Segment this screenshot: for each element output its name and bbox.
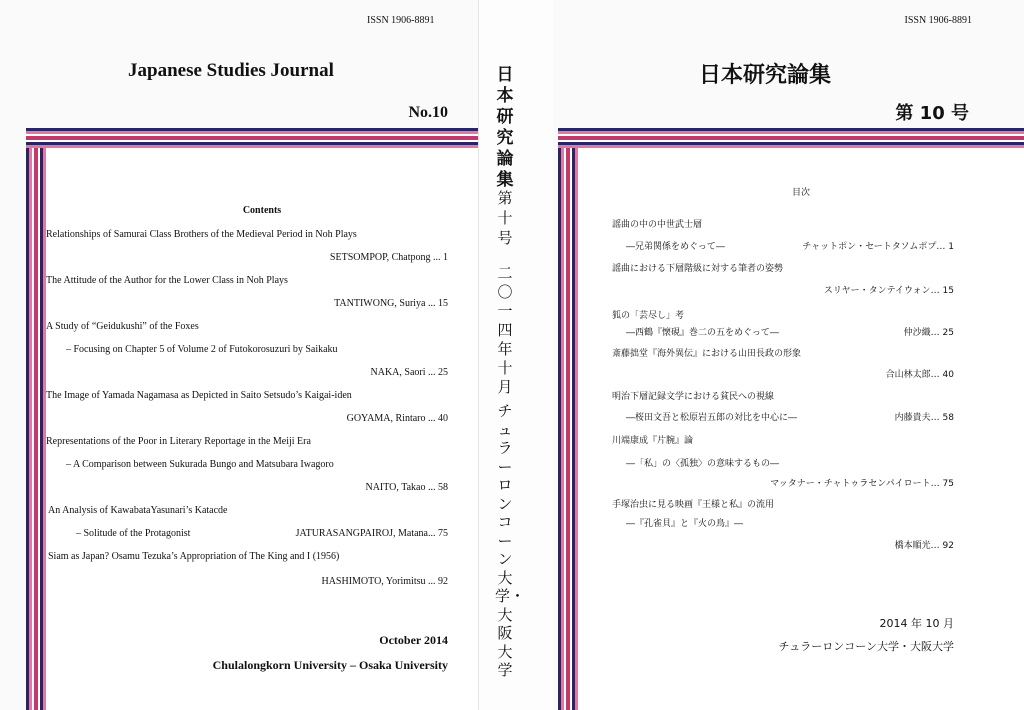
publication-date-ja: 2014 年 10 月 — [879, 617, 954, 630]
decorative-frame — [558, 128, 1024, 710]
entry-6-title: An Analysis of KawabataYasunari’s Katacde — [48, 505, 228, 516]
entry-3-author: NAKA, Saori ... 25 — [370, 367, 448, 378]
entry-4-title: 斎藤拙堂『海外異伝』における山田長政の形象 — [612, 349, 802, 359]
entry-7-title: 手塚治虫に見る映画『王様と私』の流用 — [612, 500, 775, 510]
publisher-ja: チュラーロンコーン大学・大阪大学 — [778, 640, 954, 653]
entry-6-author: JATURASANGPAIROJ, Matana... 75 — [295, 528, 448, 539]
entry-1-title: Relationships of Samurai Class Brothers of the Medieval Period in Noh Plays — [46, 229, 357, 240]
entry-5-author: 内藤貴夫… 58 — [894, 413, 954, 423]
entry-3-subtitle: ―西鶴『懐硯』巻二の五をめぐって― — [626, 328, 779, 338]
entry-6-author: マッタナー・チャトゥラセンパイロート… 75 — [770, 479, 954, 489]
entry-5-subtitle: ―桜田文吾と松原岩五郎の対比を中心に― — [626, 413, 798, 423]
entry-4-title: The Image of Yamada Nagamasa as Depicted in Saito Setsudo’s Kaigai-iden — [46, 390, 352, 401]
english-cover-page — [0, 0, 478, 710]
issn-label: ISSN 1906-8891 — [367, 15, 435, 26]
entry-5-title: 明治下層記録文学における貧民への視線 — [612, 392, 775, 402]
contents-panel — [578, 148, 1024, 710]
japanese-cover-page — [553, 0, 1024, 710]
decorative-frame — [26, 128, 478, 710]
entry-4-author: GOYAMA, Rintaro ... 40 — [346, 413, 448, 424]
entry-7-author: HASHIMOTO, Yorimitsu ... 92 — [321, 576, 448, 587]
entry-3-subtitle: – Focusing on Chapter 5 of Volume 2 of Futokorosuzuri by Saikaku — [66, 344, 338, 355]
spine-date: 二〇一四年十月 — [497, 264, 513, 396]
contents-heading: 目次 — [791, 188, 810, 198]
journal-title-en: Japanese Studies Journal — [128, 60, 334, 81]
entry-1-subtitle: ―兄弟関係をめぐって― — [626, 242, 725, 252]
entry-2-title: The Attitude of the Author for the Lower Class in Noh Plays — [46, 275, 288, 286]
entry-5-subtitle: – A Comparison between Sukurada Bungo and Matsubara Iwagoro — [66, 459, 334, 470]
entry-3-title: 狐の「芸尽し」考 — [612, 311, 685, 321]
entry-7-subtitle: ―『孔雀貝』と『火の鳥』― — [626, 519, 744, 529]
entry-5-author: NAITO, Takao ... 58 — [365, 482, 448, 493]
entry-2-title: 謡曲における下層階級に対する筆者の姿勢 — [612, 264, 784, 274]
journal-title-ja: 日本研究論集 — [699, 63, 832, 88]
entry-5-title: Representations of the Poor in Literary Reportage in the Meiji Era — [46, 436, 311, 447]
entry-7-title: Siam as Japan? Osamu Tezuka’s Appropriation of The King and I (1956) — [48, 551, 340, 562]
issn-label: ISSN 1906-8891 — [904, 15, 972, 26]
book-spine — [478, 0, 554, 710]
entry-6-subtitle: – Solitude of the Protagonist — [76, 528, 191, 539]
publisher-en: Chulalongkorn University – Osaka University — [212, 658, 448, 672]
contents-heading: Contents — [242, 205, 282, 216]
spine-title: 日本研究論集 — [496, 65, 514, 190]
entry-7-author: 橋本順光… 92 — [894, 541, 954, 551]
contents-panel — [46, 148, 478, 710]
entry-2-author: TANTIWONG, Suriya ... 15 — [334, 298, 448, 309]
entry-6-title: 川端康成『片腕』論 — [612, 436, 694, 446]
entry-3-title: A Study of “Geidukushi” of the Foxes — [46, 321, 199, 332]
spine-publisher: チュラーロンコーン大学・大阪大学 — [495, 402, 526, 679]
entry-1-author: SETSOMPOP, Chatpong ... 1 — [329, 252, 448, 263]
entry-1-author: チャットポン・セートタソムポプ… 1 — [802, 242, 954, 252]
entry-3-author: 仲沙織… 25 — [903, 328, 954, 338]
entry-4-author: 合山林太郎… 40 — [885, 370, 954, 380]
publication-date-en: October 2014 — [379, 633, 448, 647]
entry-6-subtitle: ―「私」の〈孤独〉の意味するもの― — [626, 459, 780, 469]
issue-number-ja: 第 10 号 — [895, 103, 969, 124]
spine-issue-number: 第十号 — [497, 189, 513, 247]
entry-1-title: 謡曲の中の中世武士層 — [612, 220, 703, 230]
issue-number-en: No.10 — [408, 104, 448, 121]
entry-2-author: スリヤー・タンテイウォン… 15 — [823, 286, 954, 296]
